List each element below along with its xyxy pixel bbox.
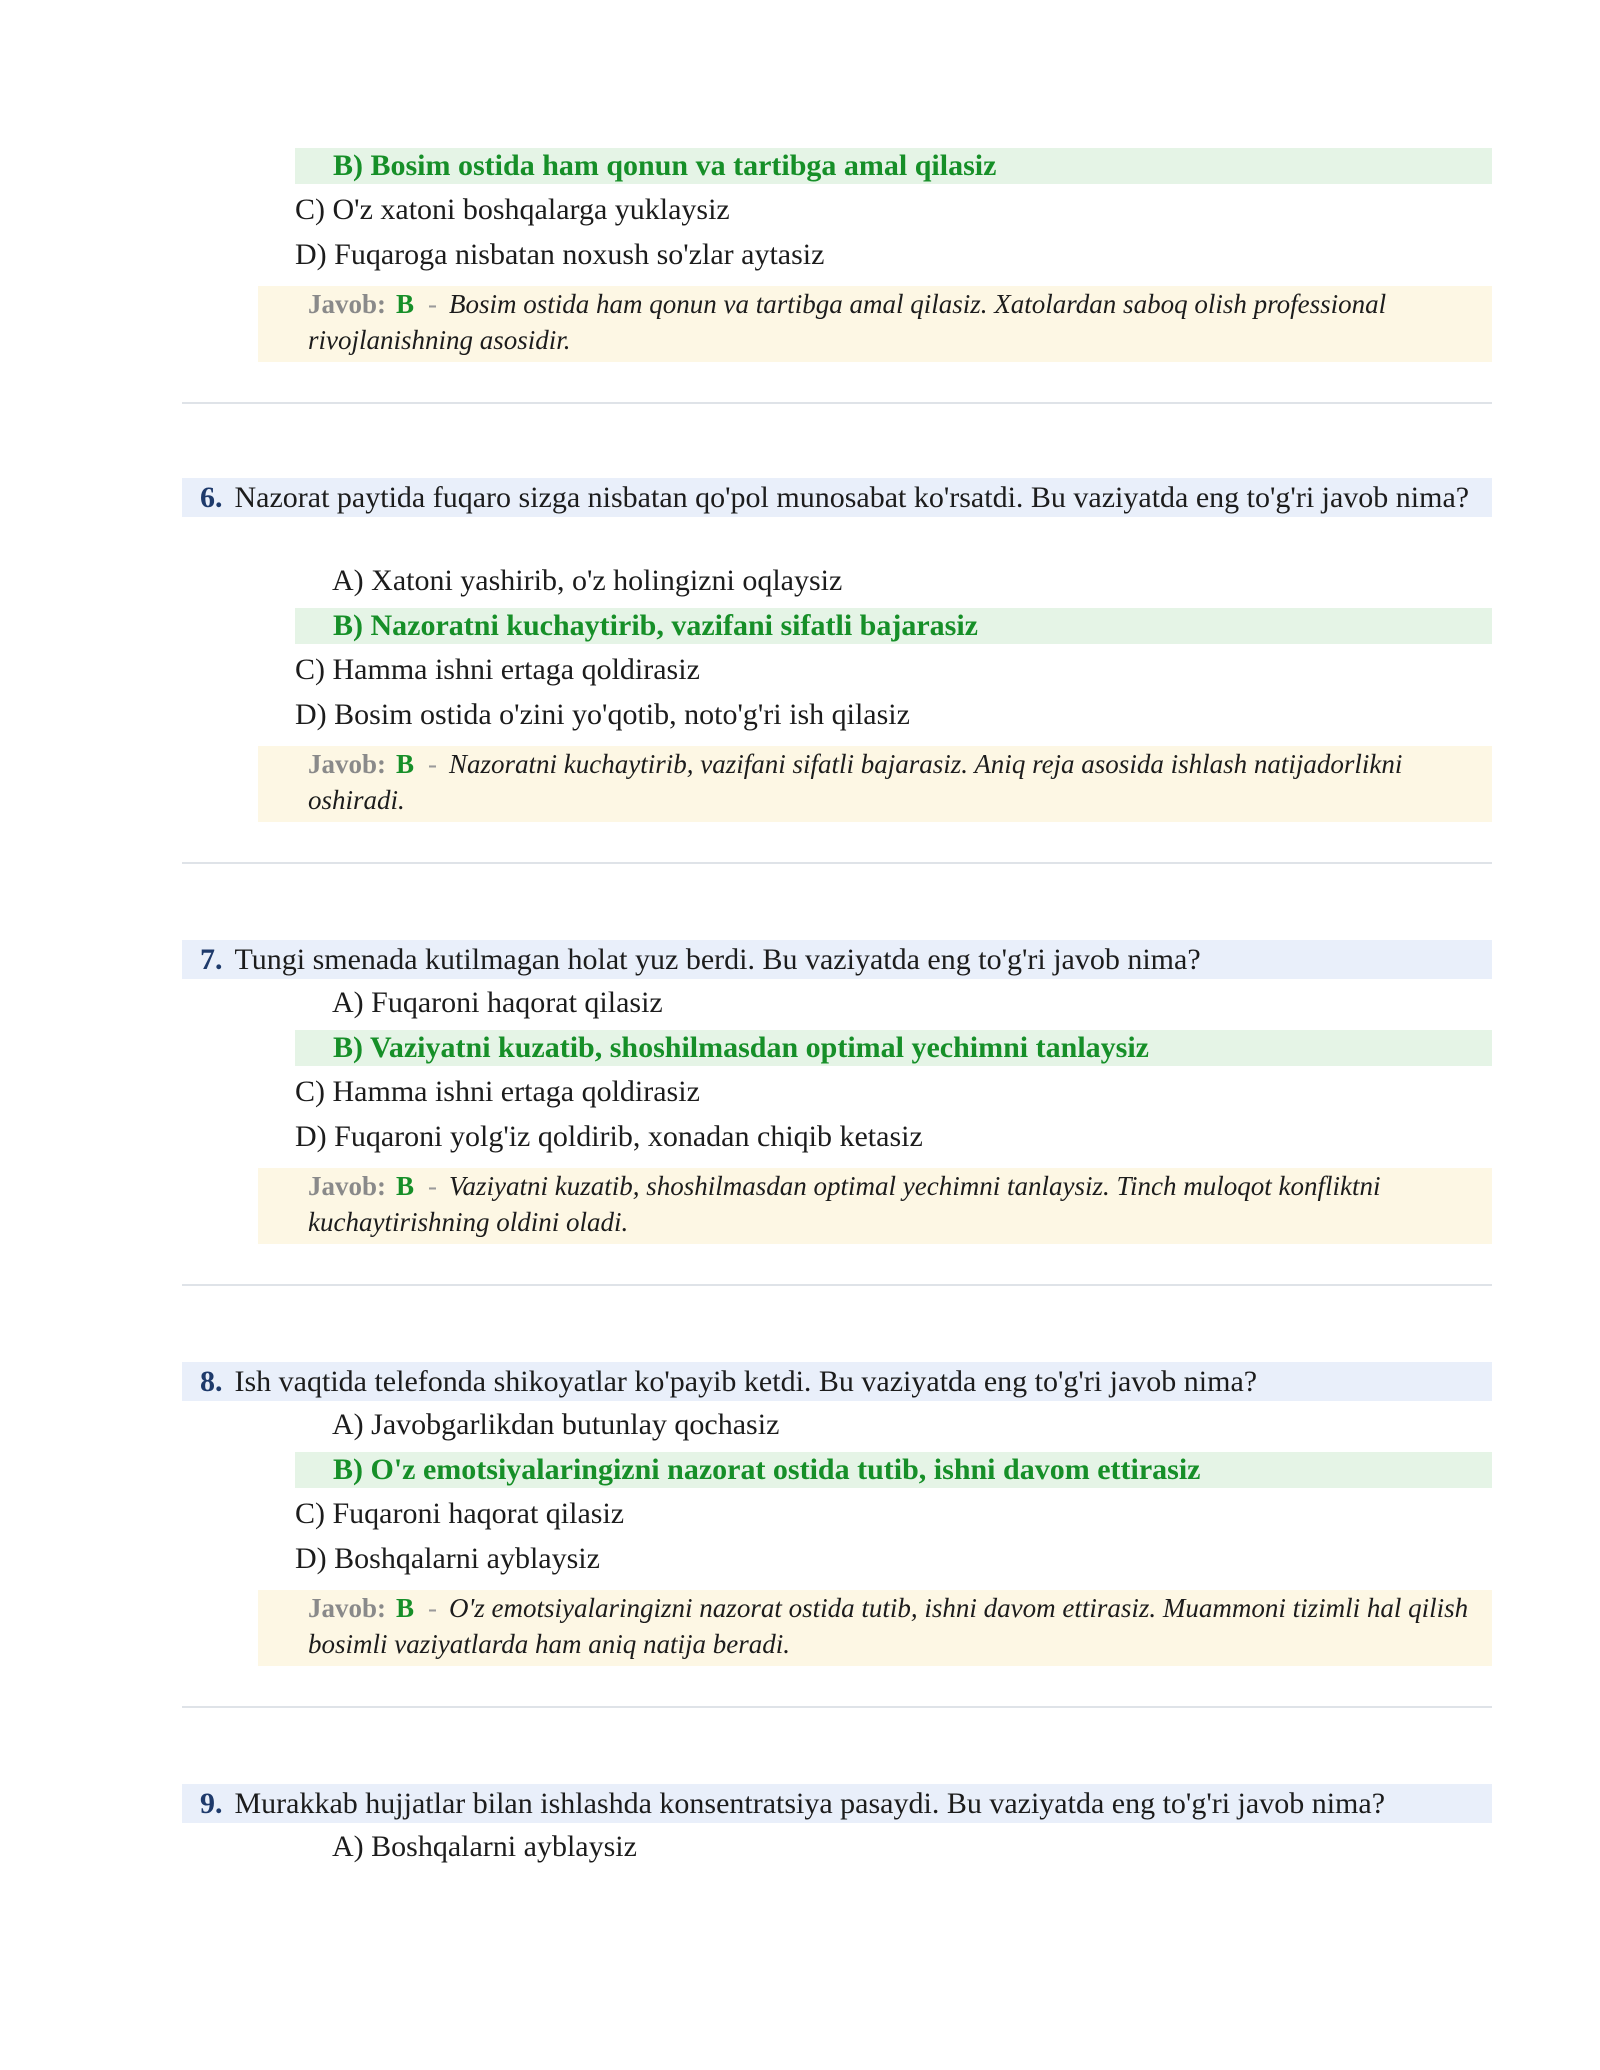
option-b-correct: B) Vaziyatni kuzatib, shoshilmasdan optimal yechimni tanlaysiz	[295, 1030, 1492, 1066]
option-b-correct: B) O'z emotsiyalaringizni nazorat ostida tutib, ishni davom ettirasiz	[295, 1452, 1492, 1488]
option-a: A) Boshqalarni ayblaysiz	[332, 1830, 637, 1863]
option-c: C) Hamma ishni ertaga qoldirasiz	[295, 1075, 700, 1108]
answer-box	[258, 746, 1492, 822]
question-text: Murakkab hujjatlar bilan ishlashda konsentratsiya pasaydi. Bu vaziyatda eng to'g'ri javob nima?	[234, 1787, 1386, 1820]
answer-explanation: Vaziyatni kuzatib, shoshilmasdan optimal yechimni tanlaysiz. Tinch muloqot konfliktni kuchaytirishning oldini oladi.	[308, 1171, 1381, 1237]
question-text: Tungi smenada kutilmagan holat yuz berdi. Bu vaziyatda eng to'g'ri javob nima?	[234, 943, 1201, 976]
answer-box	[258, 1590, 1492, 1666]
answer-explanation: Bosim ostida ham qonun va tartibga amal qilasiz. Xatolardan saboq olish professional rivojlanishning asosidir.	[308, 289, 1387, 355]
separator	[182, 1284, 1492, 1286]
answer-dash: -	[428, 1593, 438, 1623]
answer-letter: B	[396, 1171, 415, 1201]
option-c: C) Hamma ishni ertaga qoldirasiz	[295, 653, 700, 686]
answer-explanation: O'z emotsiyalaringizni nazorat ostida tutib, ishni davom ettirasiz. Muammoni tizimli hal qilish bosimli vaziyatlarda ham aniq natija beradi.	[308, 1593, 1469, 1659]
answer-label: Javob:	[308, 289, 387, 319]
answer-label: Javob:	[308, 1593, 387, 1623]
answer-label: Javob:	[308, 1171, 387, 1201]
question-7	[182, 940, 1492, 979]
answer-letter: B	[396, 1593, 415, 1623]
answer-dash: -	[428, 1171, 438, 1201]
question-8	[182, 1362, 1492, 1401]
question-number: 8.	[200, 1365, 223, 1398]
answer-letter: B	[396, 749, 415, 779]
option-b-correct: B) Nazoratni kuchaytirib, vazifani sifatli bajarasiz	[295, 608, 1492, 644]
question-text: Nazorat paytida fuqaro sizga nisbatan qo'pol munosabat ko'rsatdi. Bu vaziyatda eng to'g'ri javob nima?	[234, 481, 1470, 514]
option-b-correct: B) Bosim ostida ham qonun va tartibga amal qilasiz	[295, 148, 1492, 184]
question-9	[182, 1784, 1492, 1823]
question-number: 9.	[200, 1787, 223, 1820]
answer-dash: -	[428, 289, 438, 319]
answer-explanation: Nazoratni kuchaytirib, vazifani sifatli bajarasiz. Aniq reja asosida ishlash natijadorlikni oshiradi.	[308, 749, 1403, 815]
separator	[182, 1706, 1492, 1708]
question-number: 7.	[200, 943, 223, 976]
answer-dash: -	[428, 749, 438, 779]
answer-label: Javob:	[308, 749, 387, 779]
option-d: D) Fuqaroga nisbatan noxush so'zlar aytasiz	[295, 238, 825, 271]
option-d: D) Fuqaroni yolg'iz qoldirib, xonadan chiqib ketasiz	[295, 1120, 923, 1153]
option-d: D) Bosim ostida o'zini yo'qotib, noto'g'ri ish qilasiz	[295, 698, 910, 731]
option-c: C) Fuqaroni haqorat qilasiz	[295, 1497, 625, 1530]
separator	[182, 402, 1492, 404]
answer-box	[258, 1168, 1492, 1244]
option-c: C) O'z xatoni boshqalarga yuklaysiz	[295, 193, 730, 226]
answer-letter: B	[396, 289, 415, 319]
option-a: A) Javobgarlikdan butunlay qochasiz	[332, 1408, 780, 1441]
question-6	[182, 478, 1492, 517]
option-d: D) Boshqalarni ayblaysiz	[295, 1542, 600, 1575]
separator	[182, 862, 1492, 864]
question-text: Ish vaqtida telefonda shikoyatlar ko'payib ketdi. Bu vaziyatda eng to'g'ri javob nima?	[234, 1365, 1258, 1398]
option-a: A) Fuqaroni haqorat qilasiz	[332, 986, 663, 1019]
answer-box	[258, 286, 1492, 362]
option-a: A) Xatoni yashirib, o'z holingizni oqlaysiz	[332, 564, 843, 597]
question-number: 6.	[200, 481, 223, 514]
